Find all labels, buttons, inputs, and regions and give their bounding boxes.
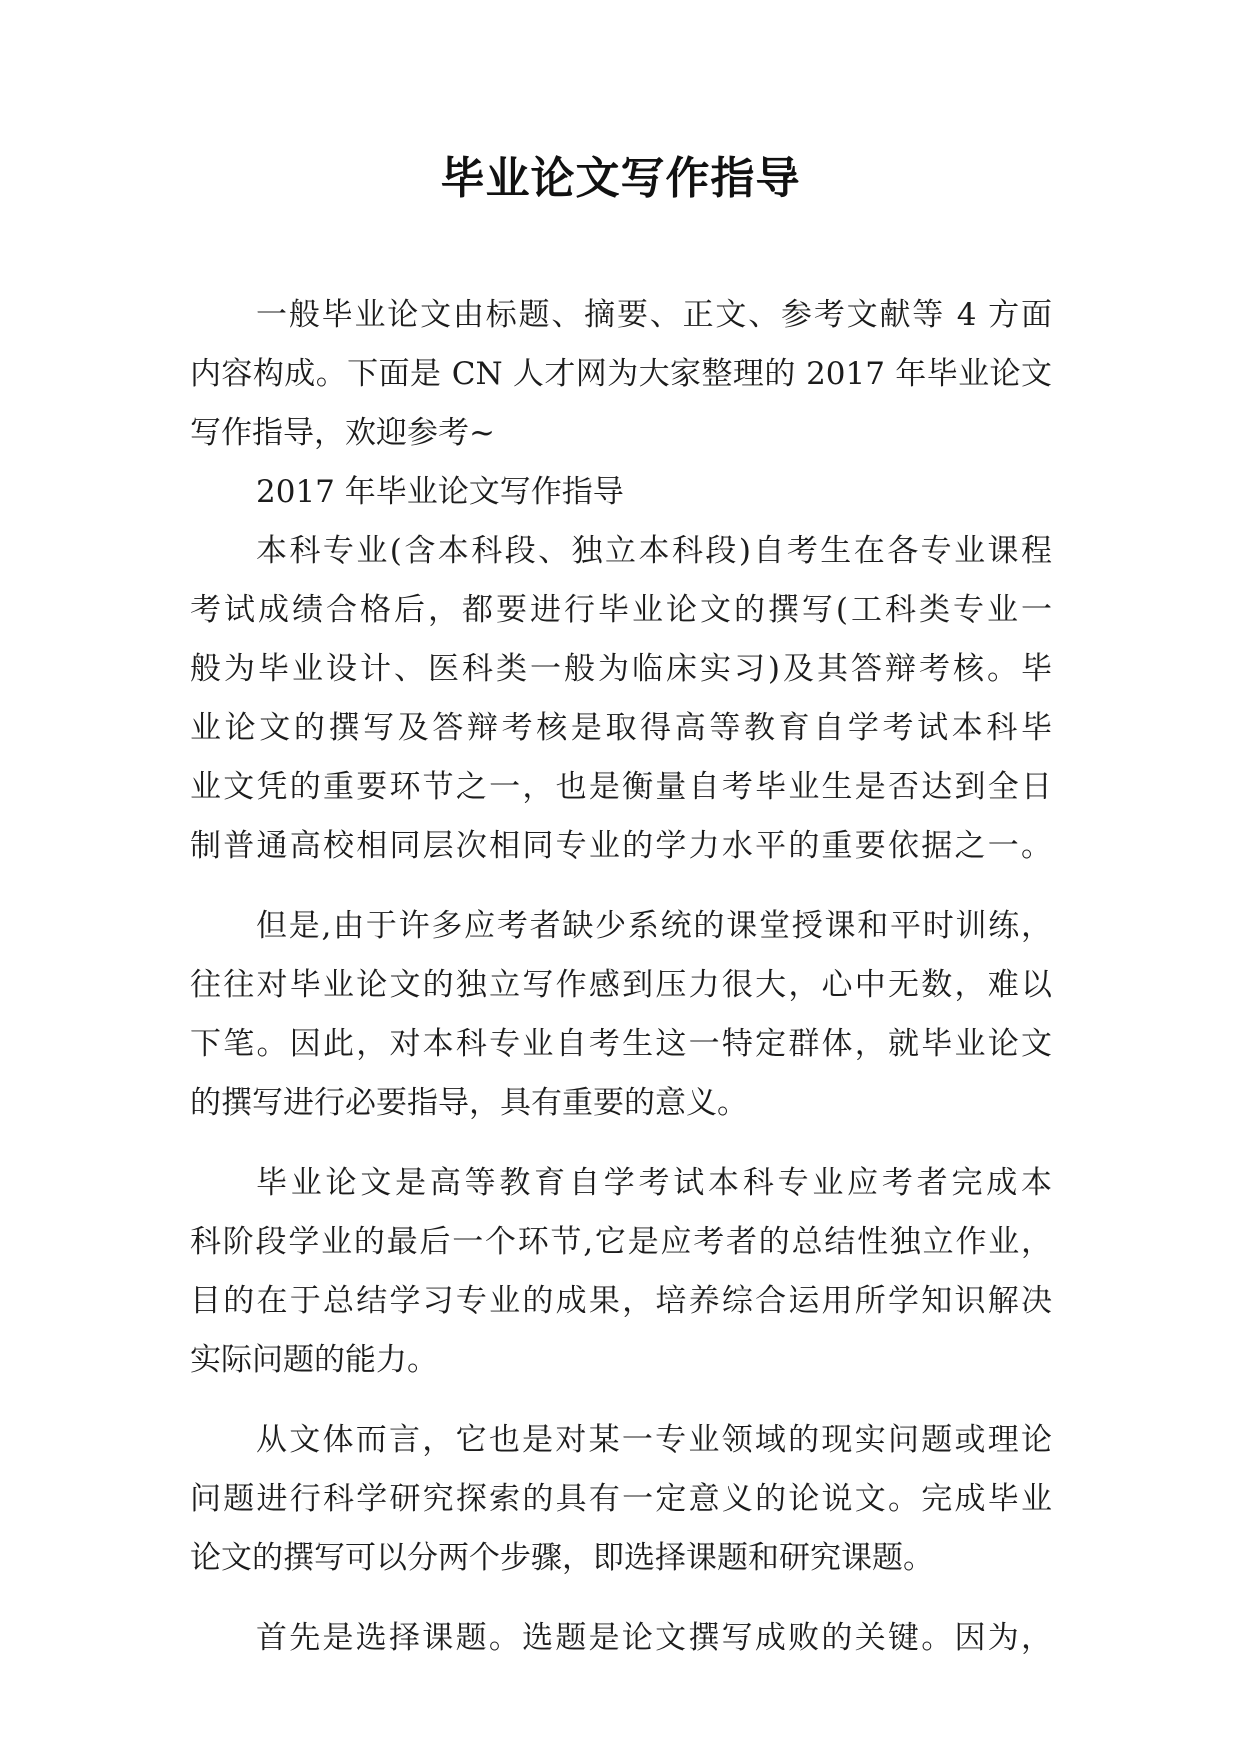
paragraph-line: 的撰写进行必要指导，具有重要的意义。 bbox=[190, 1085, 748, 1121]
document-title: 毕业论文写作指导 bbox=[440, 153, 801, 204]
paragraph-intro bbox=[190, 286, 1052, 463]
paragraph-line: 目的在于总结学习专业的成果，培养综合运用所学知识解决 bbox=[190, 1283, 1052, 1319]
paragraph-line: 般为毕业设计、医科类一般为临床实习)及其答辩考核。毕 bbox=[190, 651, 1052, 687]
paragraph-line: 往往对毕业论文的独立写作感到压力很大，心中无数，难以 bbox=[190, 967, 1052, 1003]
paragraph-line: 但是,由于许多应考者缺少系统的课堂授课和平时训练， bbox=[256, 908, 1052, 944]
paragraph-line: 业论文的撰写及答辩考核是取得高等教育自学考试本科毕 bbox=[190, 710, 1052, 746]
paragraph bbox=[190, 1411, 1052, 1588]
paragraph-line: 制普通高校相同层次相同专业的学力水平的重要依据之一。 bbox=[190, 828, 1052, 864]
document-body bbox=[190, 286, 1052, 1668]
paragraph-line: 业文凭的重要环节之一，也是衡量自考毕业生是否达到全日 bbox=[190, 769, 1052, 805]
paragraph-line: 实际问题的能力。 bbox=[190, 1342, 438, 1378]
paragraph-line: 论文的撰写可以分两个步骤，即选择课题和研究课题。 bbox=[190, 1540, 934, 1576]
paragraph-line: 考试成绩合格后，都要进行毕业论文的撰写(工科类专业一 bbox=[190, 592, 1052, 628]
paragraph-line: 下笔。因此，对本科专业自考生这一特定群体，就毕业论文 bbox=[190, 1026, 1052, 1062]
paragraph-line: 一般毕业论文由标题、摘要、正文、参考文献等 4 方面 bbox=[256, 297, 1052, 333]
paragraph-line: 首先是选择课题。选题是论文撰写成败的关键。因为， bbox=[256, 1620, 1052, 1656]
paragraph-line: 从文体而言，它也是对某一专业领域的现实问题或理论 bbox=[256, 1422, 1052, 1458]
paragraph bbox=[190, 1609, 1052, 1668]
paragraph bbox=[190, 1154, 1052, 1390]
section-heading bbox=[190, 463, 1052, 522]
paragraph-line: 毕业论文是高等教育自学考试本科专业应考者完成本 bbox=[256, 1165, 1052, 1201]
paragraph bbox=[190, 522, 1052, 876]
paragraph-line: 写作指导，欢迎参考~ bbox=[190, 415, 495, 451]
paragraph-line: 内容构成。下面是 CN 人才网为大家整理的 2017 年毕业论文 bbox=[190, 356, 1052, 392]
paragraph bbox=[190, 897, 1052, 1133]
paragraph-line: 科阶段学业的最后一个环节,它是应考者的总结性独立作业， bbox=[190, 1224, 1052, 1260]
section-heading-line: 2017 年毕业论文写作指导 bbox=[256, 474, 624, 510]
paragraph-line: 本科专业(含本科段、独立本科段)自考生在各专业课程 bbox=[256, 533, 1052, 569]
paragraph-line: 问题进行科学研究探索的具有一定意义的论说文。完成毕业 bbox=[190, 1481, 1052, 1517]
